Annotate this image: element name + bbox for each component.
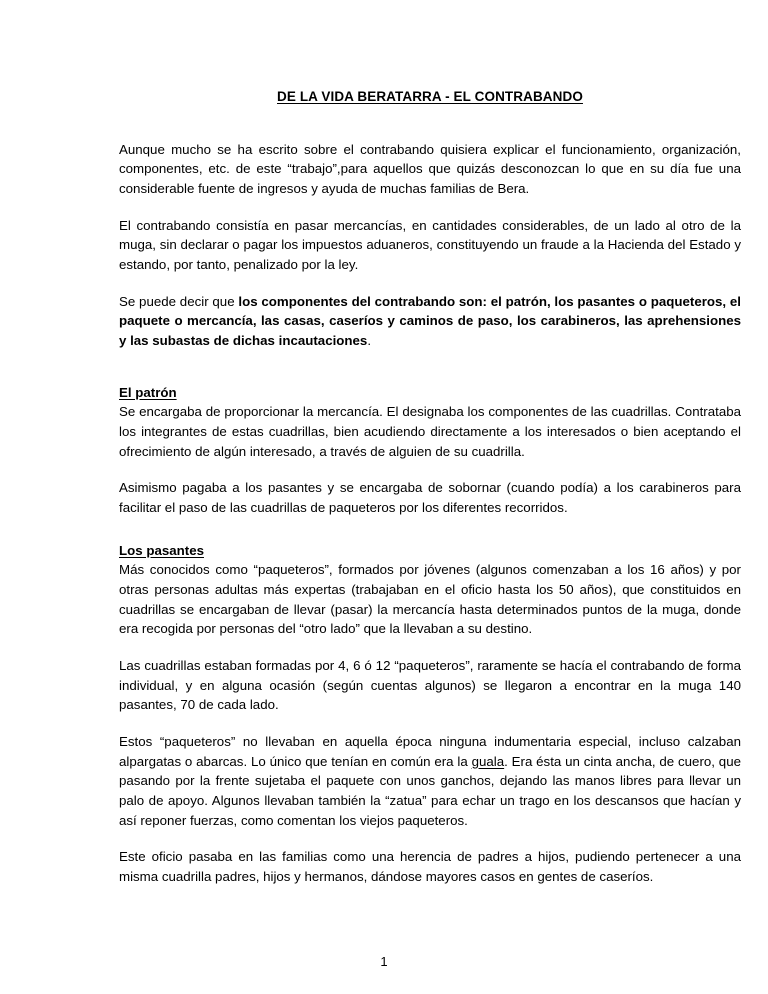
page-number: 1 — [380, 954, 388, 969]
components-lead-text: Se puede decir que — [119, 293, 239, 309]
section-el-patron — [119, 383, 741, 518]
components-tail-text: . — [367, 332, 372, 348]
paragraph-definition: El contrabando consistía en pasar mercancías, en cantidades considerables, de un lado al otro de la muga, sin declarar o pagar los impuestos aduaneros, constituyendo un fraude a la Hacienda del Estado y estando, por tanto, penalizado por la ley. — [119, 217, 741, 272]
section-heading-el-patron-text: El patrón — [119, 384, 177, 400]
page-title-text: DE LA VIDA BERATARRA - EL CONTRABANDO — [277, 89, 583, 104]
paragraph-patron-2: Asimismo pagaba a los pasantes y se encargaba de sobornar (cuando podía) a los carabineros para facilitar el paso de las cuadrillas de paqueteros por los diferentes recorridos. — [119, 480, 741, 515]
section-heading-los-pasantes — [119, 541, 741, 561]
paragraph-guala — [119, 732, 741, 830]
components-bold-text: los componentes del contrabando son: el patrón, los pasantes o paqueteros, el paquete o mercancía, las casas, caseríos y caminos de paso, los carabineros, las aprehensiones y las subastas de dichas incautaciones — [119, 293, 741, 348]
document-body — [119, 88, 741, 887]
section-heading-los-pasantes-text: Los pasantes — [119, 542, 204, 558]
guala-after-text: . Era ésta un cinta ancha, de cuero, que pasando por la frente sujetaba el paquete con unos ganchos, dejando las manos libres para llevar un palo de apoyo. Algunos llevaban también la “zatua” para echar un trago en los descansos que hacían y así reponer fuerzas, como comentan los viejos paqueteros. — [119, 753, 741, 828]
page-title — [119, 88, 741, 106]
paragraph-closing: Este oficio pasaba en las familias como una herencia de padres a hijos, pudiendo pertenecer a una misma cuadrilla padres, hijos y hermanos, dándose mayores casos en gentes de caseríos. — [119, 849, 741, 885]
paragraph-intro: Aunque mucho se ha escrito sobre el contrabando quisiera explicar el funcionamiento, organización, componentes, etc. de este “trabajo”,para aquellos que quizás desconozcan lo que en su día fue una considerable fuente de ingresos y ayuda de muchas familias de Bera. — [119, 141, 741, 196]
section-los-pasantes — [119, 541, 741, 887]
guala-underlined-term: guala — [471, 753, 505, 769]
section-heading-el-patron — [119, 383, 741, 403]
paragraph-pasantes-1: Más conocidos como “paqueteros”, formados por jóvenes (algunos comenzaban a los 16 años) y por otras personas adultas más expertas (trabajaban en el oficio hasta los 50 años), que constituidos en cuadrillas se encargaban de llevar (pasar) la mercancía hasta determinados puntos de la muga, donde era recogida por personas del “otro lado” que la llevaban a su destino. — [119, 562, 741, 637]
guala-before-text: Estos “paqueteros” no llevaban en aquella época ninguna indumentaria especial, incluso calzaban alpargatas o abarcas. Lo único que tenían en común era la — [119, 734, 741, 769]
paragraph-pasantes-2: Las cuadrillas estaban formadas por 4, 6 ó 12 “paqueteros”, raramente se hacía el contrabando de forma individual, y en alguna ocasión (según cuentas algunos) se llegaron a encontrar en la muga 140 pasantes, 70 de cada lado. — [119, 657, 741, 713]
paragraph-patron-1: Se encargaba de proporcionar la mercancía. El designaba los componentes de las cuadrillas. Contrataba los integrantes de estas cuadrillas, bien acudiendo directamente a los interesados o bien aceptando el ofrecimiento de algún interesado, a través de alguien de su cuadrilla. — [119, 404, 741, 459]
paragraph-components — [119, 292, 741, 351]
